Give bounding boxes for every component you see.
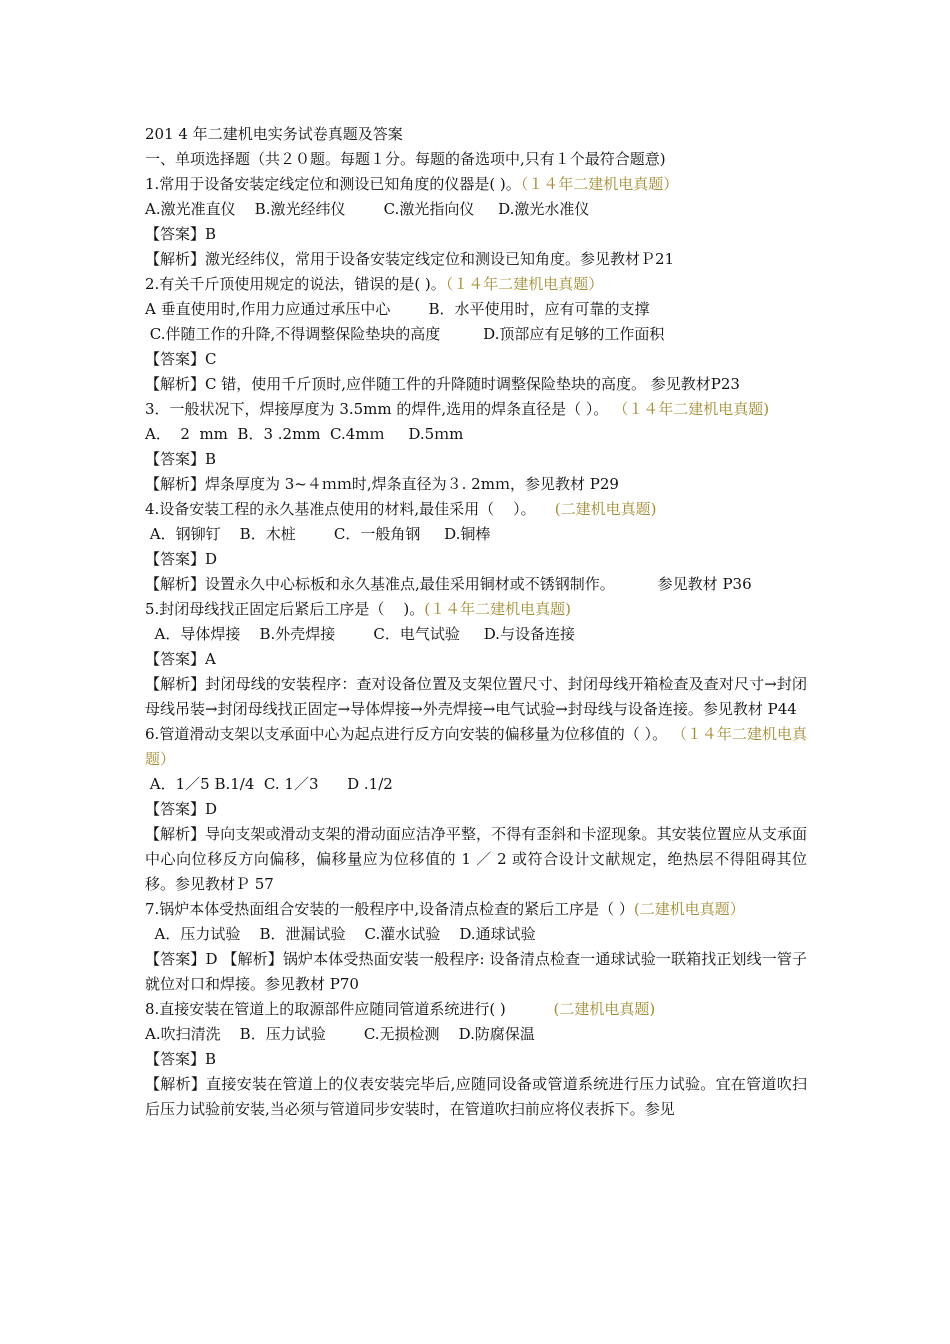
question-4-answer: 【答案】D <box>145 550 218 568</box>
question-1-answer: 【答案】B <box>145 225 217 243</box>
question-6-stem: 6.管道滑动支架以支承面中心为起点进行反方向安装的偏移量为位移值的（ ）。 （１４年二建机电真题） <box>145 725 807 768</box>
question-1-stem: 1.常用于设备安装定线定位和测设已知角度的仪器是( )。（１４年二建机电真题） <box>145 175 679 193</box>
question-5-analysis: 【解析】封闭母线的安装程序：查对设备位置及支架位置尺寸、封闭母线开箱检查及查对尺寸→封闭母线吊装→封闭母线找正固定→导体焊接→外壳焊接→电气试验→封母线与设备连接。参见教材 P44 <box>145 675 807 718</box>
question-7-answer-analysis: 【答案】D 【解析】锅炉本体受热面安装一般程序: 设备清点检查一通球试验一联箱找正划线一管子就位对口和焊接。参见教材 P70 <box>145 950 807 993</box>
question-7-options: A．压力试验 B．泄漏试验 C.灌水试验 D.通球试验 <box>145 925 536 943</box>
question-3-answer: 【答案】B <box>145 450 217 468</box>
question-3-analysis: 【解析】焊条厚度为 3~４ｍｍ时,焊条直径为３. 2mｍ，参见教材 P29 <box>145 475 619 493</box>
question-4-tag: (二建机电真题) <box>554 500 657 518</box>
question-8-options: A.吹扫清洗 B．压力试验 C.无损检测 D.防腐保温 <box>145 1025 535 1043</box>
question-2-answer: 【答案】C <box>145 350 217 368</box>
question-6-tag: （１４年二建机电真题） <box>145 725 807 768</box>
question-5-answer: 【答案】A <box>145 650 216 668</box>
question-2-stem: 2.有关千斤顶使用规定的说法，错误的是( )。（１４年二建机电真题） <box>145 275 604 293</box>
question-1-options: A.激光准直仪 B.激光经纬仪 C.激光指向仪 D.激光水准仪 <box>145 200 590 218</box>
question-2-options-1: A 垂直使用时,作用力应通过承压中心 B．水平使用时，应有可靠的支撑 <box>145 300 650 318</box>
section-heading: 一、单项选择题（共２０题。每题１分。每题的备选项中,只有１个最符合题意) <box>145 150 666 168</box>
question-2-analysis: 【解析】C 错，使用千斤顶时,应伴随工件的升降随时调整保险垫块的高度。 参见教材P23 <box>145 375 740 393</box>
question-3-stem: 3．一般状况下，焊接厚度为 3.5mm 的焊件,选用的焊条直径是（ ）。 （１４年二建机电真题) <box>145 400 770 418</box>
question-2-tag: （１４年二建机电真题） <box>445 275 604 293</box>
question-8-analysis: 【解析】直接安装在管道上的仪表安装完毕后,应随同设备或管道系统进行压力试验。宜在管道吹扫后压力试验前安装,当必须与管道同步安装时，在管道吹扫前应将仪表拆下。参见 <box>145 1075 807 1118</box>
question-3-options: A． 2 mm B．3 .2mm C.4mｍ D.5ｍm <box>145 425 464 443</box>
question-8-stem: 8.直接安装在管道上的取源部件应随同管道系统进行( ) (二建机电真题) <box>145 1000 656 1018</box>
question-6-options: A．1／5 B.1/4 C. 1／3 D .1/2 <box>145 775 393 793</box>
question-5-options: A．导体焊接 B.外壳焊接 C．电气试验 D.与设备连接 <box>145 625 575 643</box>
question-1-tag: （１４年二建机电真题） <box>520 175 679 193</box>
question-4-options: A．钢铆钉 B．木桩 C．一般角钢 D.铜棒 <box>145 525 491 543</box>
question-6-answer: 【答案】D <box>145 800 218 818</box>
question-5-stem: 5.封闭母线找正固定后紧后工序是（ )。(１４年二建机电真题) <box>145 600 571 618</box>
question-3-tag: （１４年二建机电真题) <box>613 400 770 418</box>
question-8-tag: (二建机电真题) <box>553 1000 656 1018</box>
question-2-options-2: C.伴随工作的升降,不得调整保险垫块的高度 D.顶部应有足够的工作面积 <box>145 325 665 343</box>
question-4-stem: 4.设备安装工程的永久基准点使用的材料,最佳采用（ ）。 (二建机电真题) <box>145 500 657 518</box>
question-6-analysis: 【解析】导向支架或滑动支架的滑动面应洁净平整，不得有歪斜和卡涩现象。其安装位置应从支承面中心向位移反方向偏移，偏移量应为位移值的 1 ／ 2 或符合设计文献规定，绝热层不得阻碍其位移。参见教材Ｐ 57 <box>145 825 807 893</box>
document-page <box>145 122 807 1122</box>
document-title: 201 4 年二建机电实务试卷真题及答案 <box>145 125 403 143</box>
question-1-analysis: 【解析】激光经纬仪，常用于设备安装定线定位和测设已知角度。参见教材Ｐ21 <box>145 250 675 268</box>
question-5-tag: (１４年二建机电真题) <box>424 600 571 618</box>
question-4-analysis: 【解析】设置永久中心标板和永久基准点,最佳采用铜材或不锈钢制作。 参见教材 P36 <box>145 575 752 593</box>
question-8-answer: 【答案】B <box>145 1050 217 1068</box>
question-7-stem: 7.锅炉本体受热面组合安装的一般程序中,设备清点检查的紧后工序是（ ）(二建机电真题） <box>145 900 745 918</box>
question-7-tag: (二建机电真题） <box>633 900 745 918</box>
